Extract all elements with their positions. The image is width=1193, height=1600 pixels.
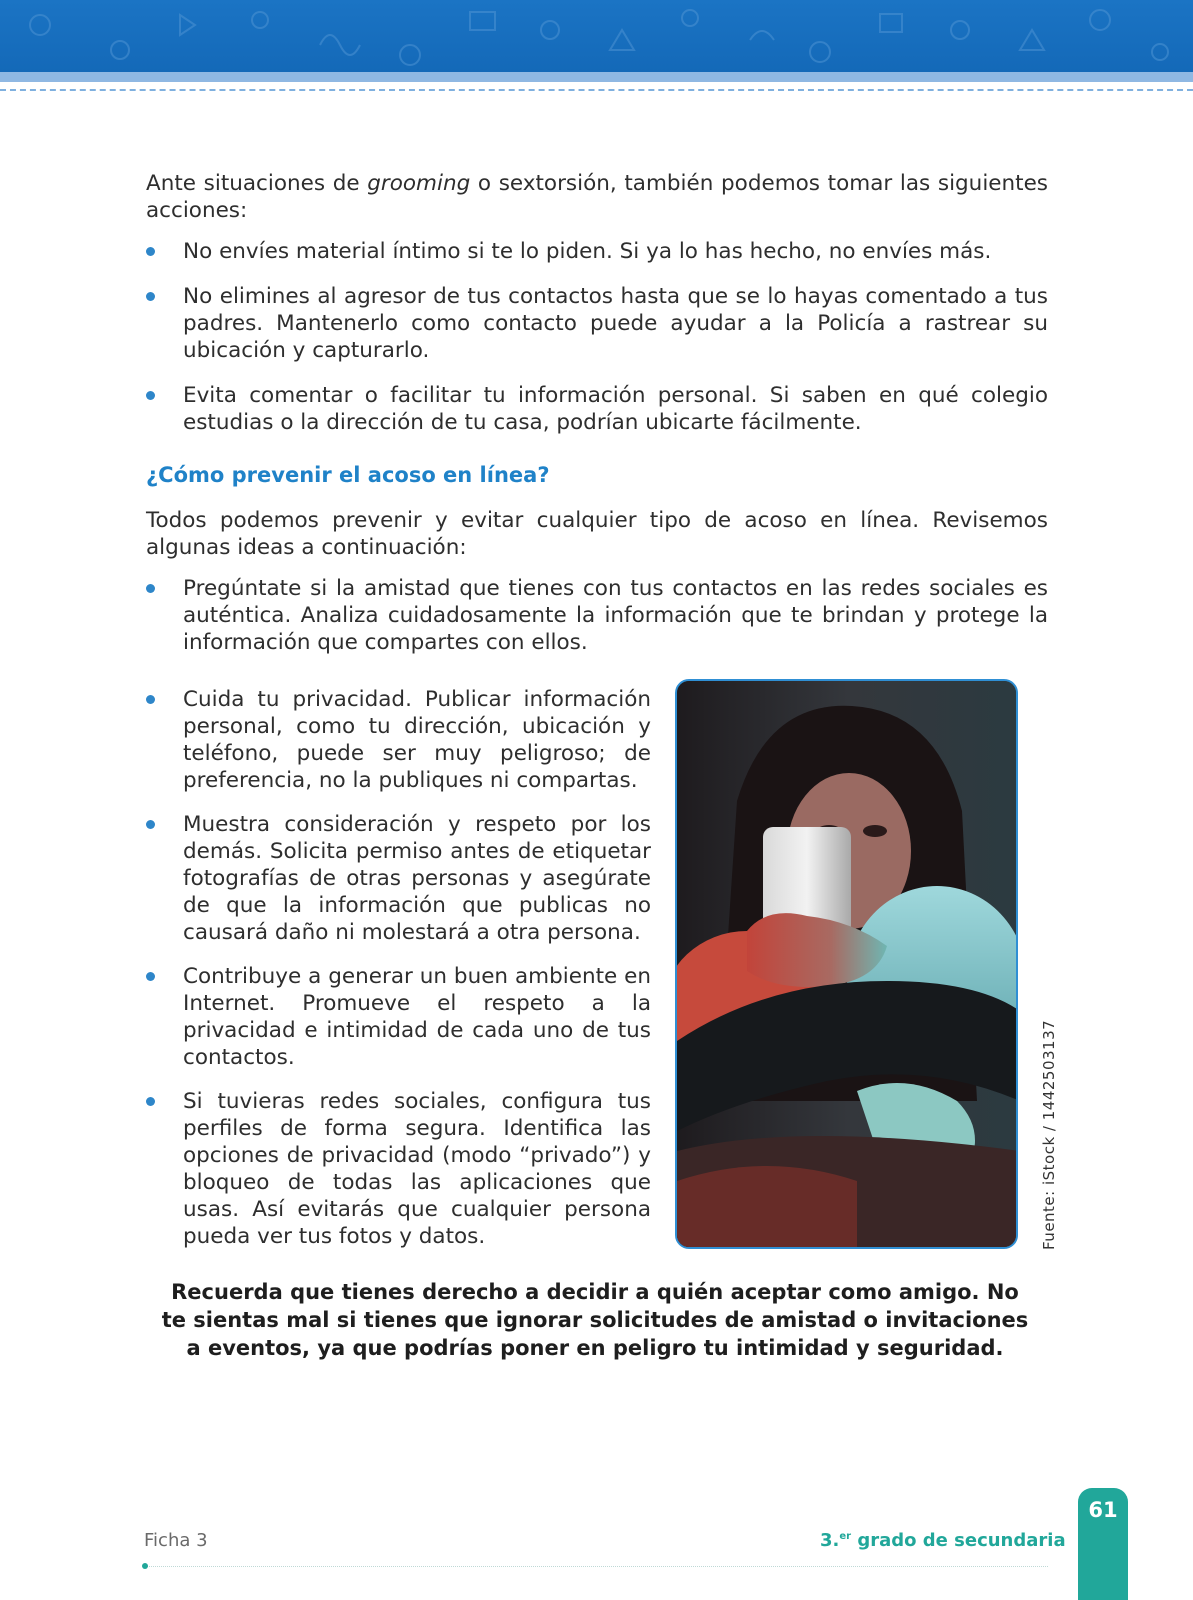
header-divider [0, 89, 1193, 91]
tips-narrow-list [146, 686, 651, 1250]
footer-divider [144, 1566, 1048, 1567]
page-number-tab [1078, 1488, 1128, 1600]
bullet-icon [146, 695, 155, 704]
closing-message: Recuerda que tienes derecho a decidir a quién aceptar como amigo. No te sientas mal si tienes que ignorar solicitudes de amistad o invitaciones a eventos, ya que podrías poner en peligro tu intimidad y seguridad. [161, 1280, 1029, 1360]
footer-grade-label: 3.$^{er}$ grado de secundaria [820, 1530, 1066, 1551]
list-item: No elimines al agresor de tus contactos hasta que se lo hayas comentado a tus padres. Mantenerlo como contacto puede ayudar a la Policía a rastrear su ubicación y capturarlo. [146, 283, 1048, 364]
tips-wide-list [146, 575, 1048, 656]
list-item: Cuida tu privacidad. Publicar información personal, como tu dirección, ubicación y teléfono, puede ser muy peligroso; de preferencia, no la publiques ni compartas. [146, 686, 651, 794]
main-content [146, 170, 1048, 674]
bullet-icon [146, 1097, 155, 1106]
photo-illustration [677, 681, 1018, 1249]
girl-with-phone-photo [675, 679, 1018, 1249]
list-item: Muestra consideración y respeto por los demás. Solicita permiso antes de etiquetar fotografías de otras personas y asegúrate de que la información que publicas no causará daño ni molestará a otra persona. [146, 811, 651, 946]
bullet-icon [146, 584, 155, 593]
bullet-icon [146, 292, 155, 301]
bullet-icon [146, 820, 155, 829]
list-item: Si tuvieras redes sociales, configura tus perfiles de forma segura. Identifica las opciones de privacidad (modo “privado”) y bloqueo de todas las aplicaciones que usas. Así evitarás que cualquier persona pueda ver tus fotos y datos. [146, 1088, 651, 1250]
header-doodle-pattern [0, 0, 1193, 72]
section-heading: ¿Cómo prevenir el acoso en línea? [146, 463, 550, 487]
list-item: Evita comentar o facilitar tu información personal. Si saben en qué colegio estudias o la dirección de tu casa, podrían ubicarte fácilmente. [146, 382, 1048, 436]
bullet-icon [146, 391, 155, 400]
grooming-term: grooming [367, 171, 471, 196]
page-number: 61 [1088, 1498, 1118, 1522]
header-stripe [0, 72, 1193, 82]
actions-list [146, 238, 1048, 436]
bullet-icon [146, 972, 155, 981]
list-item: Contribuye a generar un buen ambiente en Internet. Promueve el respeto a la privacidad e intimidad de cada uno de tus contactos. [146, 963, 651, 1071]
tips-narrow-column [146, 686, 651, 1267]
prevention-intro: Todos podemos prevenir y evitar cualquier tipo de acoso en línea. Revisemos algunas ideas a continuación: [146, 508, 1048, 560]
photo-credit: Fuente: iStock / 1442503137 [1040, 1019, 1058, 1250]
list-item: No envíes material íntimo si te lo piden. Si ya lo has hecho, no envíes más. [146, 238, 1048, 265]
bullet-icon [146, 247, 155, 256]
footer-dot-icon [142, 1563, 148, 1569]
footer-sheet-label: Ficha 3 [144, 1530, 208, 1551]
intro-paragraph: Ante situaciones de grooming o sextorsión, también podemos tomar las siguientes acciones: [146, 171, 1048, 223]
list-item: Pregúntate si la amistad que tienes con tus contactos en las redes sociales es auténtica. Analiza cuidadosamente la información que te brindan y protege la información que compartes con ellos. [146, 575, 1048, 656]
header-band [0, 0, 1193, 72]
